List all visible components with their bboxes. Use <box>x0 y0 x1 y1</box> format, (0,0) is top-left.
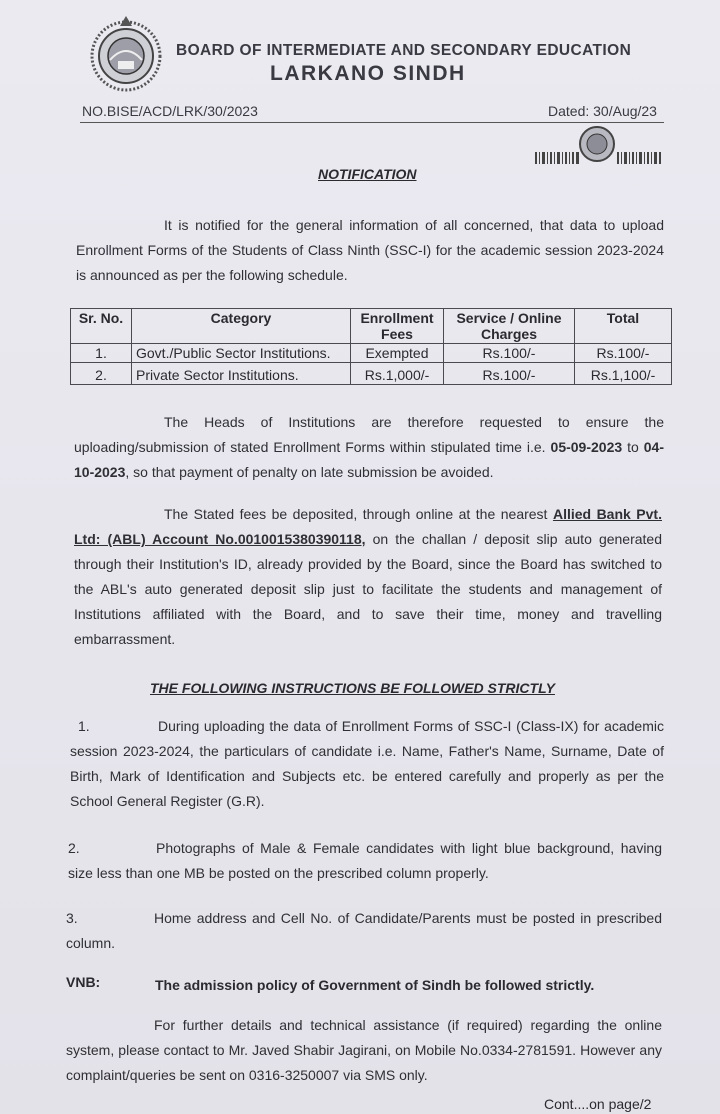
instruction-text: Photographs of Male & Female candidates with light blue background, having size less than one MB be posted on the prescribed column properly. <box>68 840 662 881</box>
end-date: 04-10-2023 <box>74 439 664 480</box>
date-connector: to <box>622 439 644 455</box>
instruction-number: 2. <box>68 840 80 856</box>
instruction-number: 3. <box>66 910 78 926</box>
vnb-text: The admission policy of Government of Sindh be followed strictly. <box>155 977 595 993</box>
column-header: Enrollment Fees <box>351 309 444 344</box>
deadline-paragraph <box>74 410 664 485</box>
deadline-text: The Heads of Institutions are therefore requested to ensure the uploading/submission of stated Enrollment Forms within stipulated time i.e. <box>74 414 664 455</box>
instruction-item <box>68 836 662 886</box>
instruction-number: 1. <box>78 718 90 734</box>
table-cell: Govt./Public Sector Institutions. <box>132 344 351 363</box>
table-cell: Rs.100/- <box>444 344 575 363</box>
board-city: LARKANO SINDH <box>270 62 466 85</box>
table-cell: Private Sector Institutions. <box>132 363 351 385</box>
table-cell: 1. <box>71 344 132 363</box>
table-cell: Exempted <box>351 344 444 363</box>
payment-lead: The Stated fees be deposited, through online at the nearest <box>164 506 553 522</box>
table-row <box>71 363 672 385</box>
payment-tail: on the challan / deposit slip auto generated through their Institution's ID, already provided by the Board, since the Board has switched to the ABL's auto generated deposit slip just to facilitate the students and management of Institutions affiliated with the Board, and to save their time, money and travelling embarrassment. <box>74 531 662 647</box>
instructions-heading: THE FOLLOWING INSTRUCTIONS BE FOLLOWED STRICTLY <box>150 680 555 696</box>
table-cell: Rs.1,000/- <box>351 363 444 385</box>
column-header: Category <box>132 309 351 344</box>
reference-number: NO.BISE/ACD/LRK/30/2023 <box>82 103 258 119</box>
instruction-item <box>70 714 664 814</box>
table-header-row <box>71 309 672 344</box>
table-cell: Rs.100/- <box>444 363 575 385</box>
table-cell: 2. <box>71 363 132 385</box>
continued-note: Cont....on page/2 <box>544 1096 652 1112</box>
column-header: Service / Online Charges <box>444 309 575 344</box>
column-header: Total <box>575 309 672 344</box>
table-cell: Rs.1,100/- <box>575 363 672 385</box>
intro-paragraph: It is notified for the general information of all concerned, that data to upload Enrollment Forms of the Students of Class Ninth (SSC-I) for the academic session 2023-2024 is announced as per the following schedule. <box>76 217 664 283</box>
start-date: 05-09-2023 <box>550 439 623 455</box>
vnb-label: VNB: <box>66 974 101 990</box>
contact-paragraph: For further details and technical assistance (if required) regarding the online system, please contact to Mr. Javed Shabir Jagirani, on Mobile No.0334-2781591. However any complaint/queries be sent on 0316-3250007 via SMS only. <box>66 1017 662 1083</box>
instruction-text: Home address and Cell No. of Candidate/Parents must be posted in prescribed column. <box>66 910 662 951</box>
deadline-tail: , so that payment of penalty on late submission be avoided. <box>125 464 494 480</box>
date-line: Dated: 30/Aug/23 <box>548 103 657 119</box>
bank-account: Allied Bank Pvt. Ltd: (ABL) Account No.0010015380390118, <box>74 506 662 547</box>
barcode-stamp <box>533 124 663 168</box>
payment-paragraph <box>74 502 662 652</box>
table-row <box>71 344 672 363</box>
board-logo-seal <box>88 14 164 94</box>
instruction-text: During uploading the data of Enrollment Forms of SSC-I (Class-IX) for academic session 2023-2024, the particulars of candidate i.e. Name, Father's Name, Surname, Date of Birth, Mark of Identification and Subjects etc. be entered carefully and properly as per the School General Register (G.R). <box>70 718 664 809</box>
header-divider <box>80 122 664 123</box>
column-header: Sr. No. <box>71 309 132 344</box>
notification-title: NOTIFICATION <box>318 166 417 182</box>
instruction-item <box>66 906 662 956</box>
board-name: BOARD OF INTERMEDIATE AND SECONDARY EDUCATION <box>176 42 632 59</box>
table-cell: Rs.100/- <box>575 344 672 363</box>
fee-schedule-table <box>70 308 672 385</box>
